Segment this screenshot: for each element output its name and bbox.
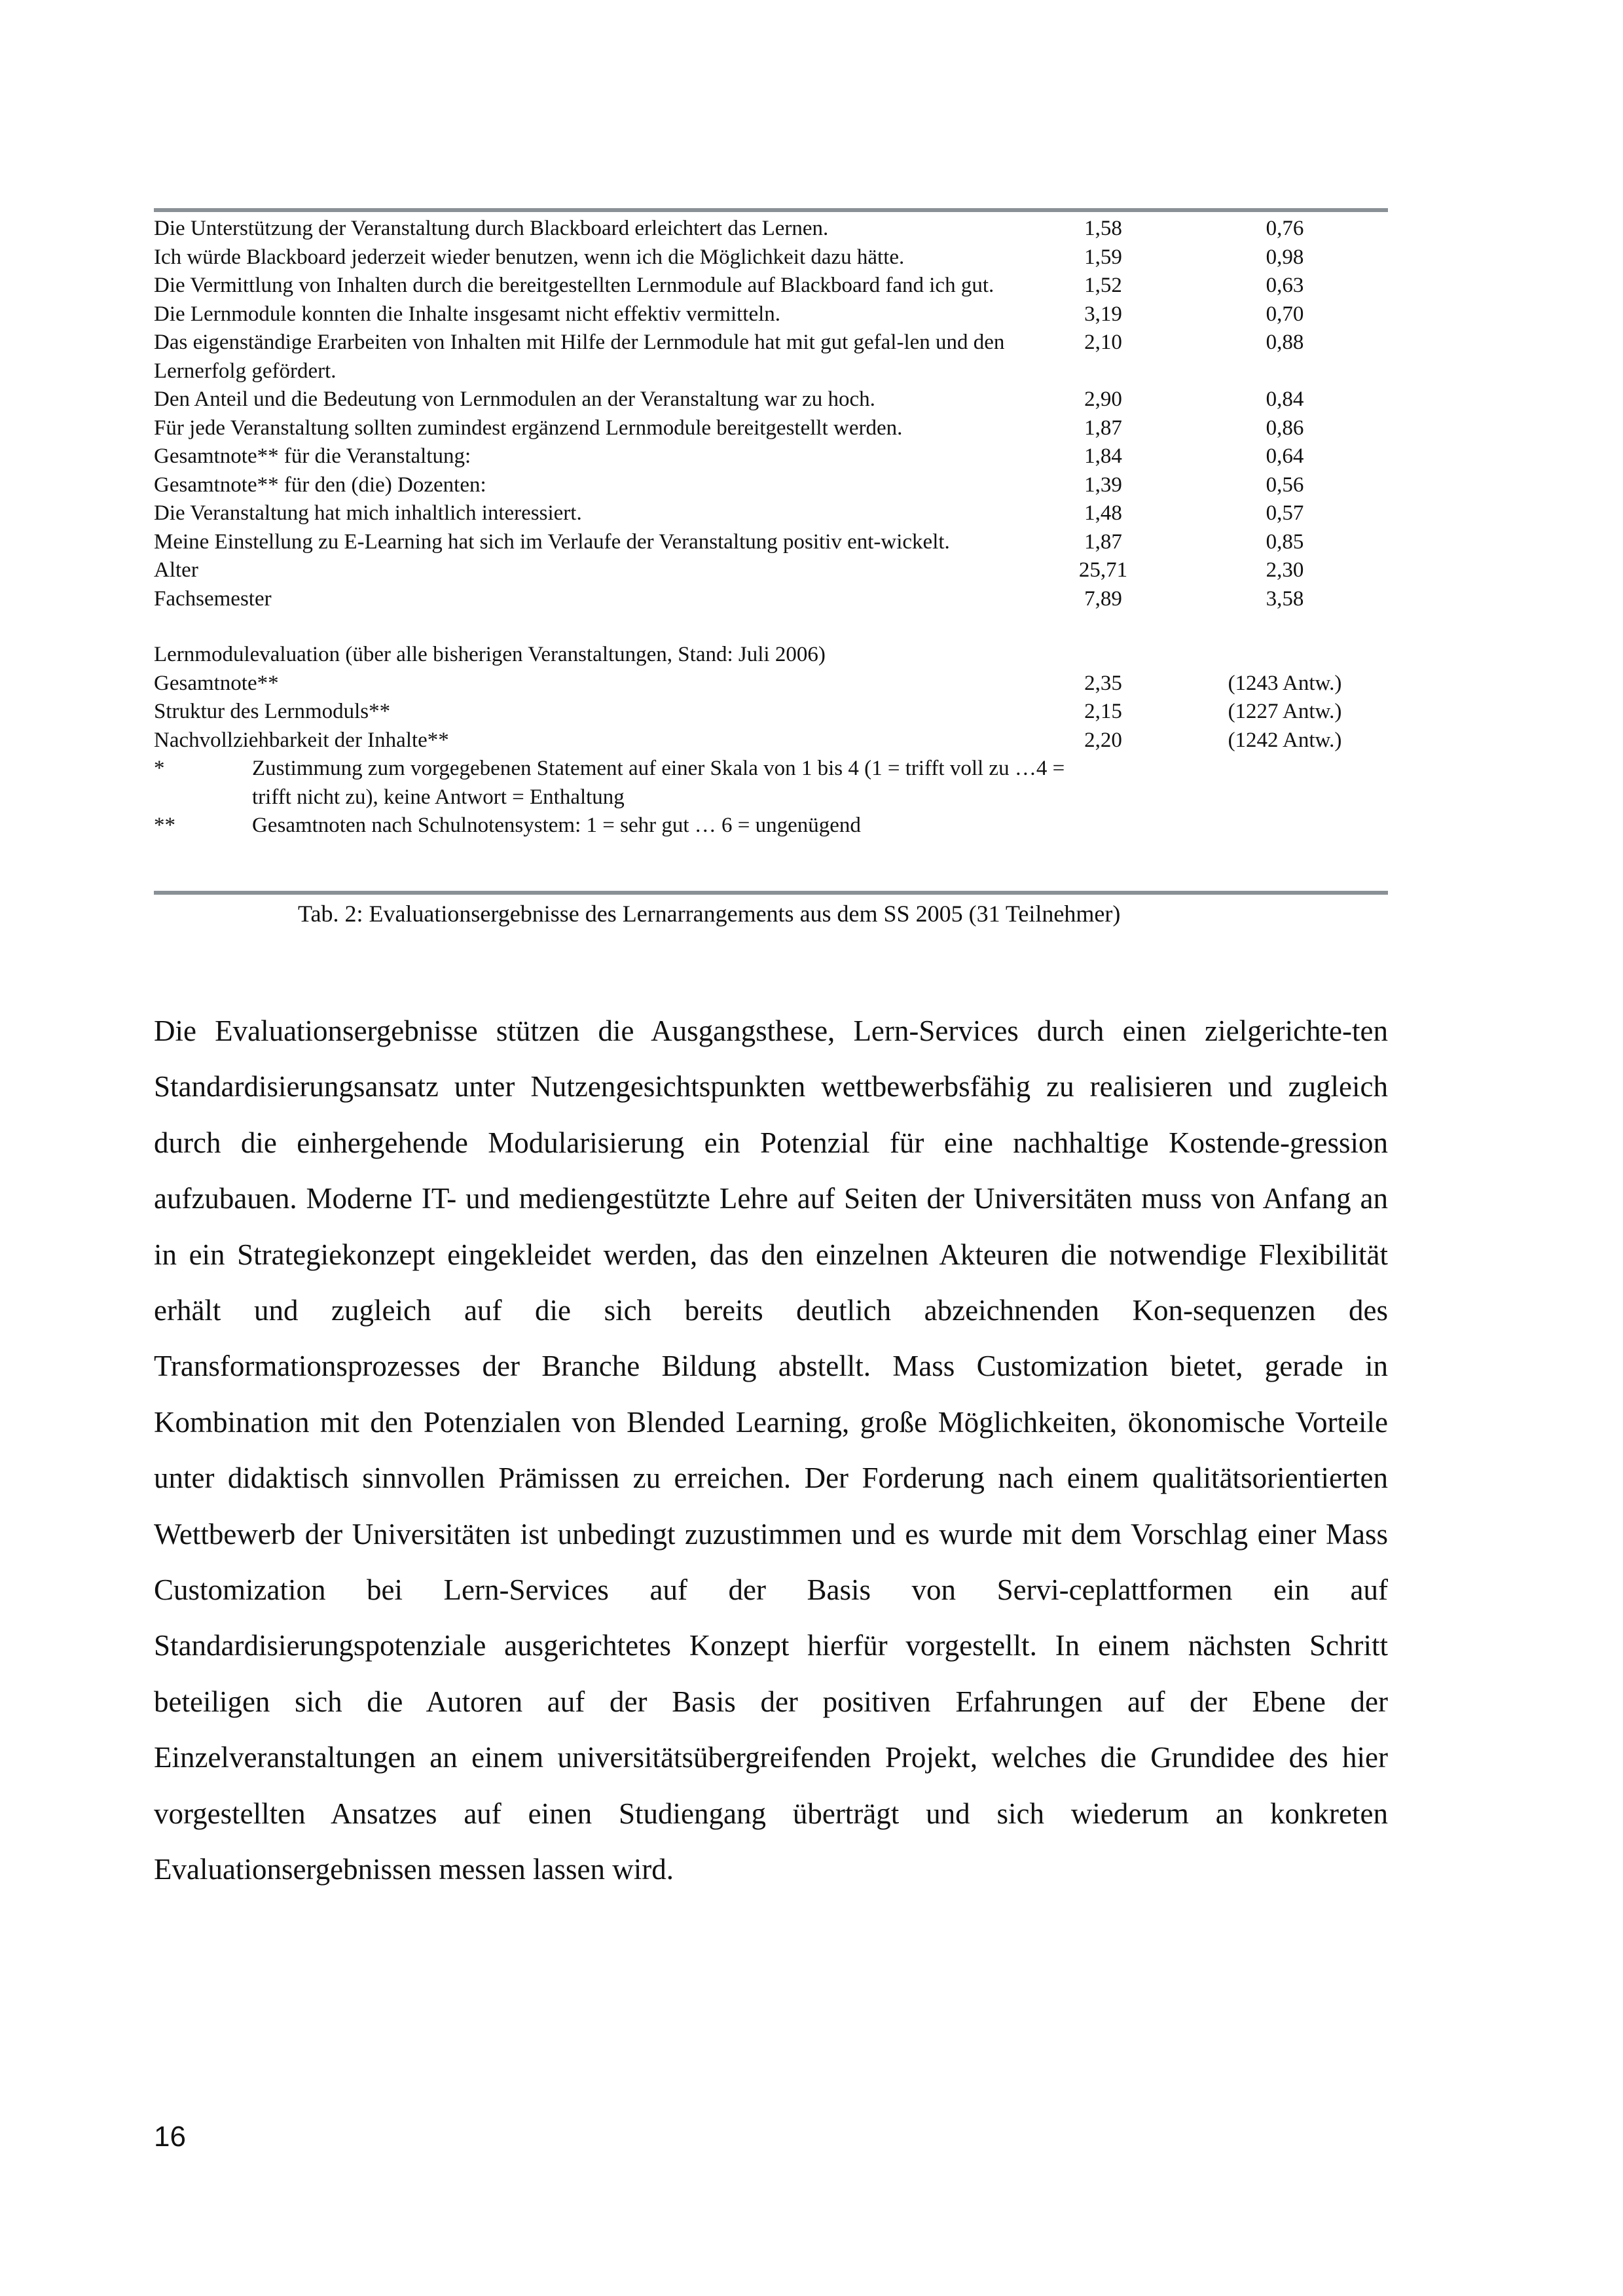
table-row <box>154 528 1388 557</box>
table-row <box>154 215 1388 243</box>
footnote-text: Zustimmung zum vorgegebenen Statement auf einer Skala von 1 bis 4 (1 = trifft voll zu …4 = trifft nicht zu), keine Antwort = Enthaltung <box>252 757 1065 809</box>
row-label: Gesamtnote** für die Veranstaltung: <box>154 444 471 468</box>
table-footnotes <box>154 755 1388 840</box>
row-mean: 1,84 <box>1084 444 1122 468</box>
table-row <box>154 499 1388 528</box>
module-label: Gesamtnote** <box>154 671 279 695</box>
row-mean: 1,48 <box>1084 501 1122 525</box>
row-mean: 1,58 <box>1084 217 1122 240</box>
body-paragraph: Die Evaluationsergebnisse stützen die Ausgangsthese, Lern-Services durch einen zielgerichte-ten Standardisierungsansatz unter Nutzengesichtspunkten wettbewerbsfähig zu realisieren und zugleich durch die einhergehende Modularisierung ein Potenzial für eine nachhaltige Kostende-gression aufzubauen. Moderne IT- und mediengestützte Lehre auf Seiten der Universitäten muss von Anfang an in ein Strategiekonzept eingekleidet werden, das den einzelnen Akteuren die notwendige Flexibilität erhält und zugleich auf die sich bereits deutlich abzeichnenden Kon-sequenzen des Transformationsprozesses der Branche Bildung abstellt. Mass Customization bietet, gerade in Kombination mit den Potenzialen von Blended Learning, große Möglichkeiten, ökonomische Vorteile unter didaktisch sinnvollen Prämissen zu erreichen. Der Forderung nach einem qualitätsorientierten Wettbewerb der Universitäten ist unbedingt zuzustimmen und es wurde mit dem Vorschlag einer Mass Customization bei Lern-Services auf der Basis von Servi-ceplattformen ein auf Standardisierungspotenziale ausgerichtetes Konzept hierfür vorgestellt. In einem nächsten Schritt beteiligen sich die Autoren auf der Basis der positiven Erfahrungen auf der Ebene der Einzelveranstaltungen an einem universitätsübergreifenden Projekt, welches die Grundidee des hier vorgestellten Ansatzes auf einen Studiengang überträgt und sich wiederum an konkreten Evaluationsergebnissen messen lassen wird. <box>154 1014 1388 1886</box>
table-row <box>154 329 1388 386</box>
module-label: Struktur des Lernmoduls** <box>154 700 391 723</box>
row-label: Meine Einstellung zu E-Learning hat sich im Verlaufe der Veranstaltung positiv ent-wickelt. <box>154 529 950 554</box>
table-row <box>154 300 1388 329</box>
row-mean: 1,87 <box>1084 416 1122 440</box>
footnote-mark: * <box>154 757 165 780</box>
module-row <box>154 726 1388 755</box>
row-sd: 0,88 <box>1266 331 1304 354</box>
row-mean: 3,19 <box>1084 302 1122 326</box>
row-label: Für jede Veranstaltung sollten zumindest ergänzend Lernmodule bereitgestellt werden. <box>154 416 903 440</box>
row-label: Die Unterstützung der Veranstaltung durch Blackboard erleichtert das Lernen. <box>154 217 829 240</box>
row-mean: 2,90 <box>1084 387 1122 411</box>
row-mean: 1,39 <box>1084 473 1122 497</box>
evaluation-table <box>154 215 1388 840</box>
row-label: Fachsemester <box>154 586 272 611</box>
row-sd: 2,30 <box>1266 558 1304 582</box>
module-count: (1243 Antw.) <box>1228 671 1342 695</box>
footnote-text: Gesamtnoten nach Schulnotensystem: 1 = sehr gut … 6 = ungenügend <box>252 814 861 837</box>
row-label: Alter <box>154 558 198 582</box>
row-sd: 0,84 <box>1266 387 1304 411</box>
row-label: Die Veranstaltung hat mich inhaltlich interessiert. <box>154 501 582 525</box>
row-mean: 25,71 <box>1078 558 1128 582</box>
section-heading <box>154 641 1388 670</box>
row-label: Die Vermittlung von Inhalten durch die bereitgestellten Lernmodule auf Blackboard fand ich gut. <box>154 274 994 297</box>
table-row <box>154 272 1388 300</box>
module-label: Nachvollziehbarkeit der Inhalte** <box>154 728 449 752</box>
row-sd: 0,86 <box>1266 416 1304 440</box>
table-top-rule <box>154 208 1388 212</box>
row-sd: 0,76 <box>1266 217 1304 240</box>
row-mean: 1,59 <box>1084 245 1122 269</box>
module-value: 2,35 <box>1084 671 1122 695</box>
row-sd: 0,98 <box>1266 245 1304 269</box>
module-rows <box>154 670 1388 755</box>
module-count: (1227 Antw.) <box>1228 700 1342 723</box>
row-sd: 0,57 <box>1266 501 1304 525</box>
table-row <box>154 471 1388 500</box>
table-row <box>154 556 1388 585</box>
row-label: Ich würde Blackboard jederzeit wieder benutzen, wenn ich die Möglichkeit dazu hätte. <box>154 245 905 269</box>
table-row <box>154 414 1388 443</box>
module-row <box>154 670 1388 698</box>
row-mean: 2,10 <box>1084 331 1122 354</box>
module-value: 2,15 <box>1084 700 1122 723</box>
row-label: Das eigenständige Erarbeiten von Inhalten mit Hilfe der Lernmodule hat mit gut gefal-len und den Lernerfolg gefördert. <box>154 331 1005 383</box>
module-section-title: Lernmodulevaluation (über alle bisherigen Veranstaltungen, Stand: Juli 2006) <box>154 643 826 666</box>
module-value: 2,20 <box>1084 728 1122 752</box>
table-row <box>154 386 1388 414</box>
row-label: Gesamtnote** für den (die) Dozenten: <box>154 473 486 497</box>
module-row <box>154 698 1388 726</box>
row-label: Den Anteil und die Bedeutung von Lernmodulen an der Veranstaltung war zu hoch. <box>154 387 875 411</box>
footnote <box>154 755 1388 812</box>
statement-rows <box>154 215 1388 613</box>
footnote-mark: ** <box>154 814 175 837</box>
row-label: Die Lernmodule konnten die Inhalte insgesamt nicht effektiv vermitteln. <box>154 302 781 326</box>
row-mean: 7,89 <box>1084 586 1122 611</box>
table-bottom-rule <box>154 891 1388 895</box>
module-count: (1242 Antw.) <box>1228 728 1342 752</box>
table-row <box>154 243 1388 272</box>
table-row <box>154 585 1388 614</box>
table-spacer <box>154 613 1388 641</box>
row-sd: 0,56 <box>1266 473 1304 497</box>
table-row <box>154 442 1388 471</box>
page-number: 16 <box>154 2121 186 2153</box>
row-sd: 0,70 <box>1266 302 1304 326</box>
caption-text: Tab. 2: Evaluationsergebnisse des Lernarrangements aus dem SS 2005 (31 Teilnehmer) <box>298 901 1121 927</box>
row-sd: 0,64 <box>1266 444 1304 468</box>
row-sd: 3,58 <box>1266 586 1304 611</box>
footnote <box>154 812 1388 840</box>
row-sd: 0,85 <box>1266 529 1304 554</box>
row-sd: 0,63 <box>1266 274 1304 297</box>
row-mean: 1,87 <box>1084 529 1122 554</box>
row-mean: 1,52 <box>1084 274 1122 297</box>
